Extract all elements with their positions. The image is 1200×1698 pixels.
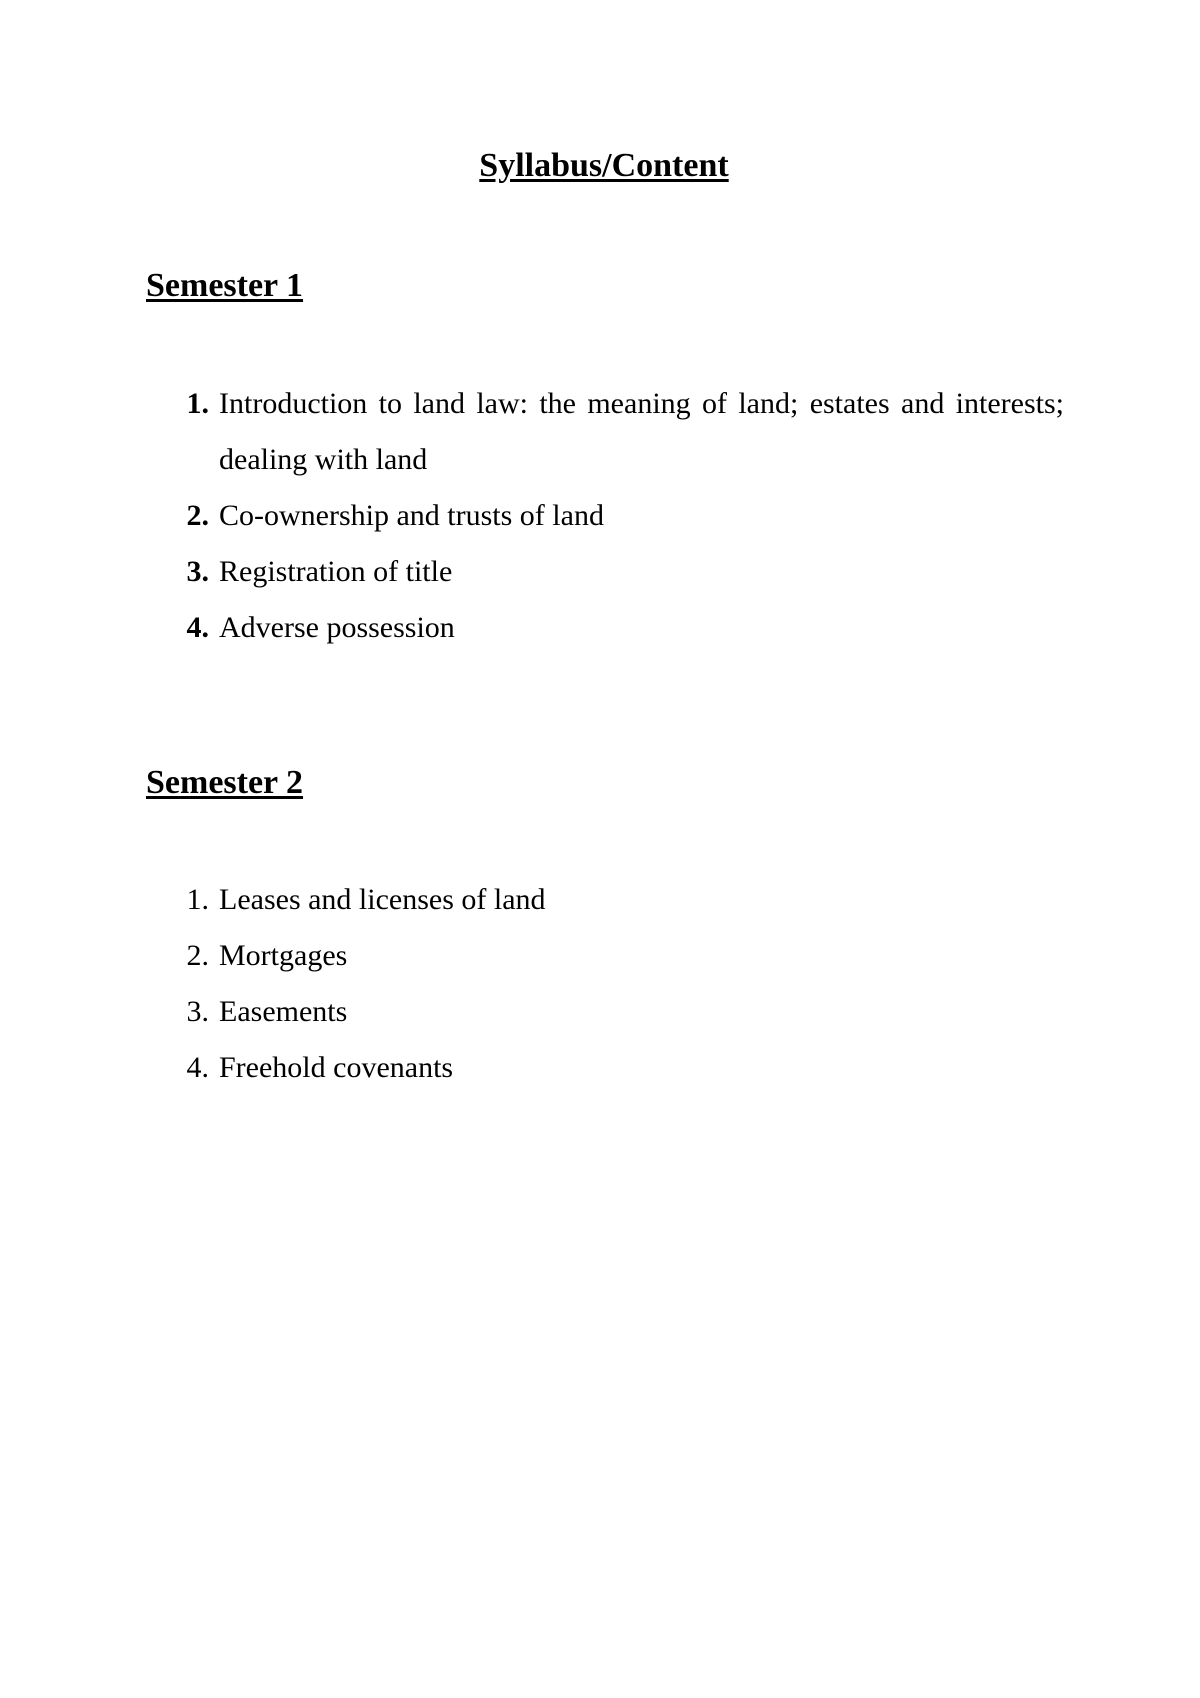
list-item-number: 2. <box>186 499 209 532</box>
list-item-text: Adverse possession <box>219 611 455 644</box>
semester-2-topic-list <box>146 872 1064 1096</box>
list-item-text: Registration of title <box>219 555 453 588</box>
list-item-number: 2. <box>186 939 209 972</box>
list-item <box>146 488 1064 544</box>
list-item-text: Co-ownership and trusts of land <box>219 499 604 532</box>
list-item <box>146 544 1064 600</box>
list-item-text: Introduction to land law: the meaning of land; estates and interests; dealing with land <box>219 387 1064 476</box>
list-item-number: 1. <box>186 387 209 420</box>
page-title: Syllabus/Content <box>479 147 729 184</box>
list-item <box>146 376 1064 488</box>
list-item-text: Mortgages <box>219 939 348 972</box>
list-item <box>146 928 1064 984</box>
semester-2-heading: Semester 2 <box>146 764 304 801</box>
semester-1-topic-list <box>146 376 1064 656</box>
list-item-text: Leases and licenses of land <box>219 883 546 916</box>
list-item-text: Freehold covenants <box>219 1051 454 1084</box>
semester-1-heading: Semester 1 <box>146 267 304 304</box>
list-item-number: 3. <box>186 555 209 588</box>
list-item-number: 4. <box>186 1051 209 1084</box>
list-item-text: Easements <box>219 995 348 1028</box>
list-item-number: 1. <box>186 883 209 916</box>
list-item <box>146 984 1064 1040</box>
list-item-number: 3. <box>186 995 209 1028</box>
list-item <box>146 600 1064 656</box>
list-item <box>146 872 1064 928</box>
list-item-number: 4. <box>186 611 209 644</box>
list-item <box>146 1040 1064 1096</box>
